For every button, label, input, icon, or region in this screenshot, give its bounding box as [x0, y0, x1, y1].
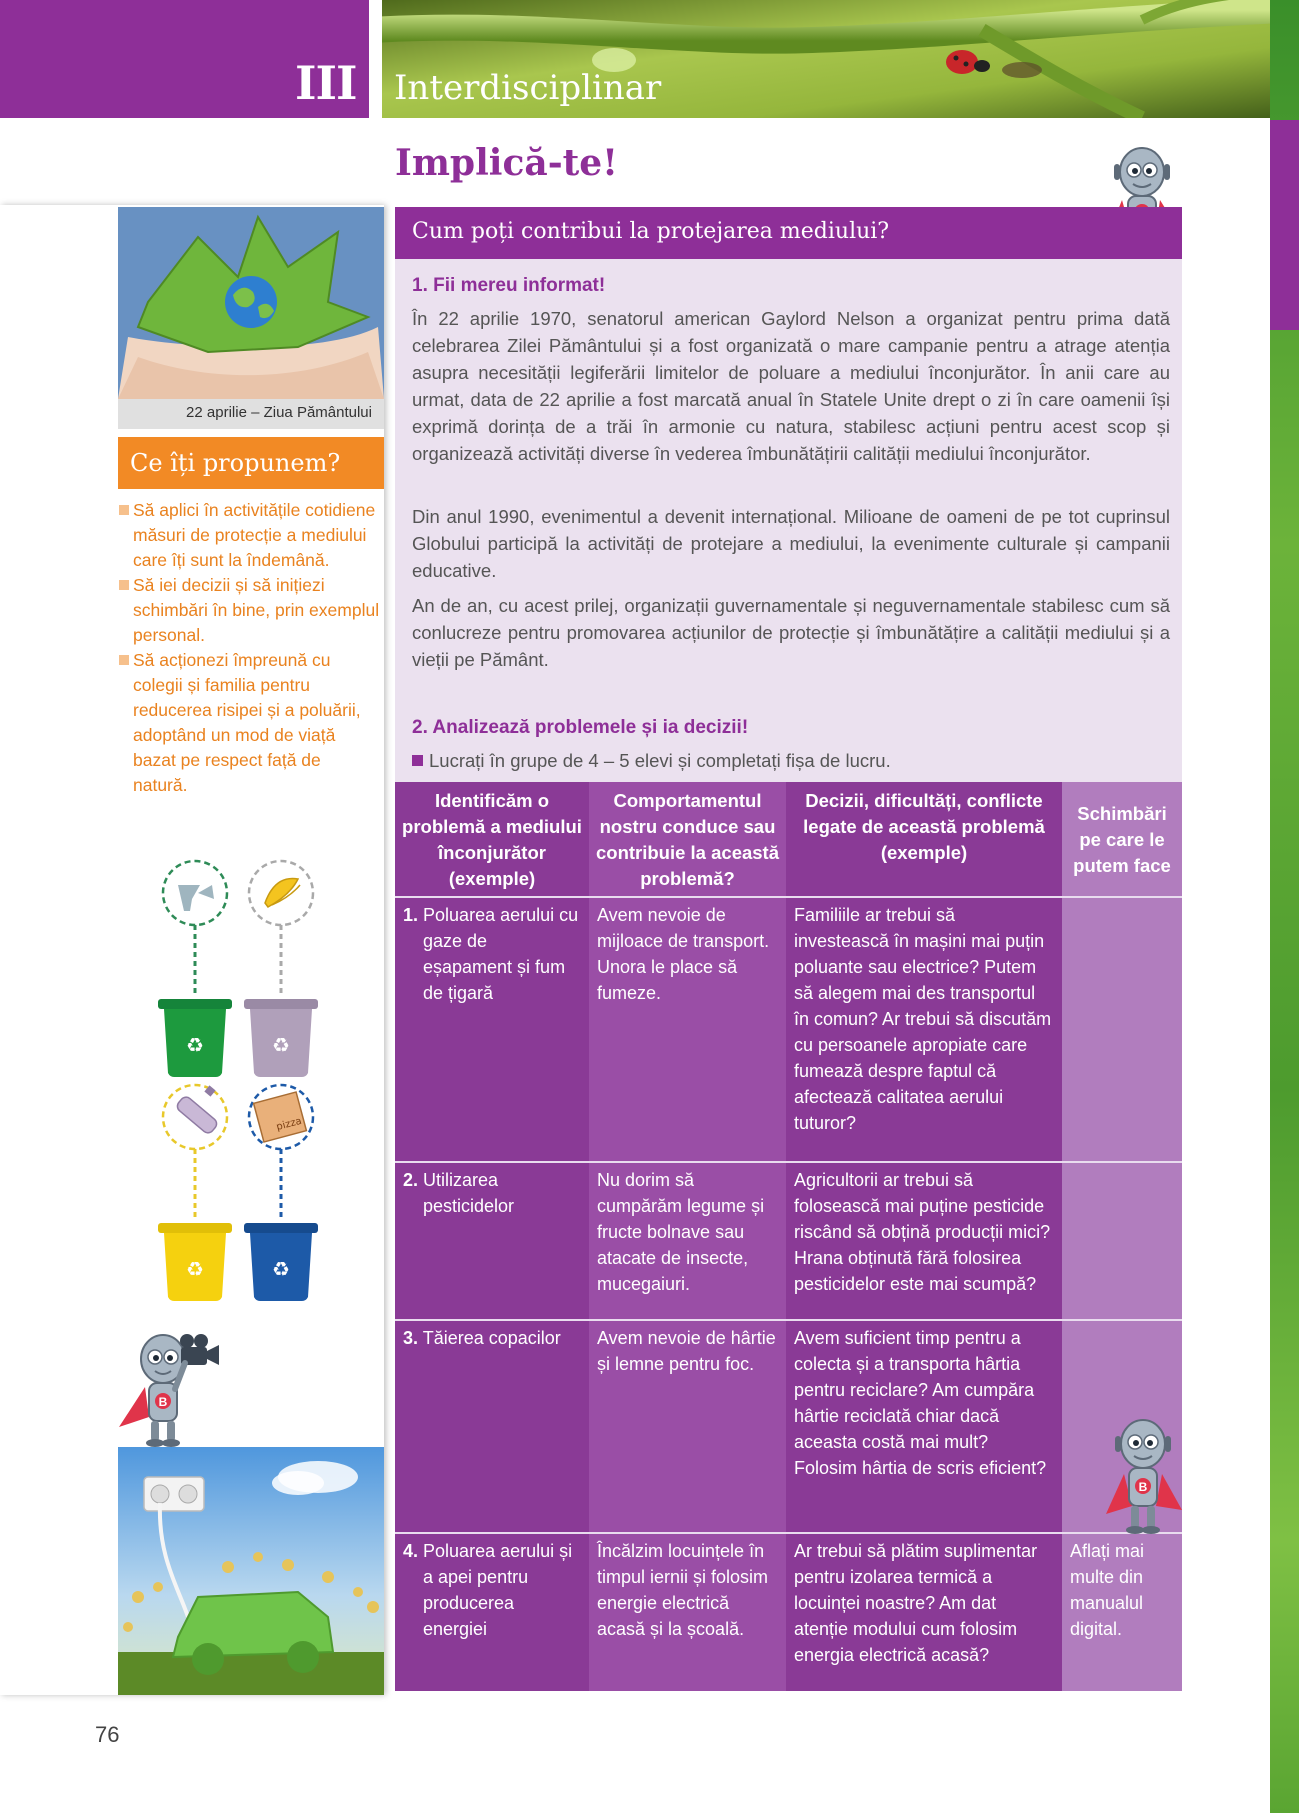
- grass-car-socket-image: [118, 1447, 384, 1695]
- plastic-bottle-icon: [163, 1085, 227, 1149]
- paragraph: Din anul 1990, evenimentul a devenit internațional. Milioane de oameni de pe tot cuprinsul Globului participă la activități de protejare a mediului, la evenimente culturale și campanii educative.: [412, 506, 1170, 581]
- objective-item: Să aplici în activitățile cotidiene măsuri de protecție a mediului care îți sunt la îndemână.: [118, 498, 380, 573]
- table-cell: 3. Tăierea copacilor: [395, 1320, 589, 1533]
- table-cell[interactable]: [1062, 897, 1182, 1162]
- section-title: Interdisciplinar: [394, 68, 662, 108]
- robot-mascot-icon: [1100, 1410, 1185, 1540]
- recycling-bins-illustration: [140, 855, 340, 1305]
- photo-caption: 22 aprilie – Ziua Pământului: [118, 399, 384, 429]
- column-header: Comportamentul nostru conduce sau contribuie la această problemă?: [589, 782, 786, 897]
- worksheet-table: [395, 782, 1182, 1691]
- svg-text:pizza: pizza: [275, 1115, 303, 1134]
- svg-text:♻: ♻: [186, 1033, 204, 1057]
- table-cell: 1. Poluarea aerului cu gaze de eșapament și fum de țigară: [395, 897, 589, 1162]
- robot-camera-mascot-icon: [115, 1325, 225, 1450]
- table-cell: Nu dorim să cumpărăm legume și fructe bolnave sau atacate de insecte, mucegaiuri.: [589, 1162, 786, 1320]
- pizza-box-icon: [249, 1085, 313, 1149]
- objectives-list: [118, 498, 380, 798]
- table-cell: Avem nevoie de hârtie și lemne pentru foc.: [589, 1320, 786, 1533]
- bullet-square-icon: [119, 505, 129, 515]
- green-car-photo: [118, 1447, 384, 1695]
- table-row: [395, 1162, 1182, 1320]
- table-cell: Avem nevoie de mijloace de transport. Unora le place să fumeze.: [589, 897, 786, 1162]
- table-cell: Agricultorii ar trebui să folosească mai puține pesticide riscând să obțină producții mici? Hrana obținută fără folosirea pesticidelor este mai scumpă?: [786, 1162, 1062, 1320]
- instruction: Lucrați în grupe de 4 – 5 elevi și completați fișa de lucru.: [412, 750, 891, 772]
- bullet-square-icon: [412, 755, 423, 766]
- objective-item: Să iei decizii și să inițiezi schimbări în bine, prin exemplul personal.: [118, 573, 380, 648]
- glass-icon: [163, 861, 227, 925]
- table-cell: Familiile ar trebui să investească în mașini mai puțin poluante sau electrice? Putem să alegem mai des transportul în comun? Ar trebui să discutăm cu persoanele apropiate care fumează despre faptul că afectează calitatea aerului tuturor?: [786, 897, 1062, 1162]
- objectives-heading: Ce îți propunem?: [130, 449, 341, 477]
- table-cell: Încălzim locuințele în timpul iernii și folosim energie electrică acasă și la școală.: [589, 1533, 786, 1691]
- table-cell: Ar trebui să plătim suplimentar pentru izolarea termică a locuinței noastre? Am dat atenție modului cum folosim energia electrică acasă?: [786, 1533, 1062, 1691]
- yellow-bin: [158, 1223, 232, 1301]
- column-header: Decizii, dificultăți, conflicte legate de această problemă (exemple): [786, 782, 1062, 897]
- column-header: Identificăm o problemă a mediului înconjurător (exemple): [395, 782, 589, 897]
- svg-text:B: B: [1138, 1480, 1148, 1494]
- objective-item: Să acționezi împreună cu colegii și familia pentru reducerea risipei și a poluării, adoptând un mod de viață bazat pe respect față de natură.: [118, 648, 380, 798]
- section-1-title: 1. Fii mereu informat!: [412, 275, 606, 296]
- svg-text:♻: ♻: [186, 1257, 204, 1281]
- table-row: [395, 897, 1182, 1162]
- question-heading: Cum poți contribui la protejarea mediului?: [412, 219, 890, 244]
- table-cell: Avem suficient timp pentru a colecta și a transporta hârtia pentru reciclare? Am cumpăra hârtie reciclată chiar dacă aceasta costă mai mult? Folosim hârtia de scris eficient?: [786, 1320, 1062, 1533]
- page-title: Implică-te!: [395, 142, 618, 184]
- banana-peel-icon: [249, 861, 313, 925]
- chapter-tab-marker: [1270, 120, 1299, 330]
- green-bin: [158, 999, 232, 1077]
- grey-bin: [244, 999, 318, 1077]
- table-header-row: [395, 782, 1182, 897]
- chapter-number: III: [295, 56, 357, 110]
- table-row: [395, 1533, 1182, 1691]
- svg-text:♻: ♻: [272, 1257, 290, 1281]
- page-number: 76: [95, 1722, 120, 1747]
- section-2-title: 2. Analizează problemele și ia decizii!: [412, 717, 749, 738]
- svg-text:♻: ♻: [272, 1033, 290, 1057]
- svg-text:B: B: [158, 1395, 168, 1409]
- earth-day-photo: [118, 207, 384, 399]
- table-cell[interactable]: [1062, 1162, 1182, 1320]
- paragraph: În 22 aprilie 1970, senatorul american Gaylord Nelson a organizat pentru prima dată celebrarea Zilei Pământului și a fost organizată o mare campanie pentru a atrage atenția asupra necesității legiferării limitelor de poluare a mediului înconjurător. În anii care au urmat, data de 22 aprilie a fost marcată anual în Statele Unite drept o zi în care oamenii își exprimă dorința de a trăi în armonie cu natura, stabilesc acțiuni pentru acest scop și organizează activități diverse în vederea îmbunătățirii calității mediului înconjurător.: [412, 308, 1170, 464]
- table-cell: 2. Utilizarea pesticidelor: [395, 1162, 589, 1320]
- hands-globe-leaf-image: [118, 207, 384, 399]
- table-cell[interactable]: Aflați mai multe din manualul digital.: [1062, 1533, 1182, 1691]
- column-header: Schimbări pe care le putem face: [1062, 782, 1182, 897]
- paragraph: An de an, cu acest prilej, organizații guvernamentale și neguvernamentale stabilesc cum să conlucreze pentru promovarea acțiunilor de protecție și îmbunătățire a calității mediului și a vieții pe Pământ.: [412, 595, 1170, 670]
- blue-bin: [244, 1223, 318, 1301]
- bullet-square-icon: [119, 580, 129, 590]
- bullet-square-icon: [119, 655, 129, 665]
- table-cell: 4. Poluarea aerului și a apei pentru producerea energiei: [395, 1533, 589, 1691]
- table-row: [395, 1320, 1182, 1533]
